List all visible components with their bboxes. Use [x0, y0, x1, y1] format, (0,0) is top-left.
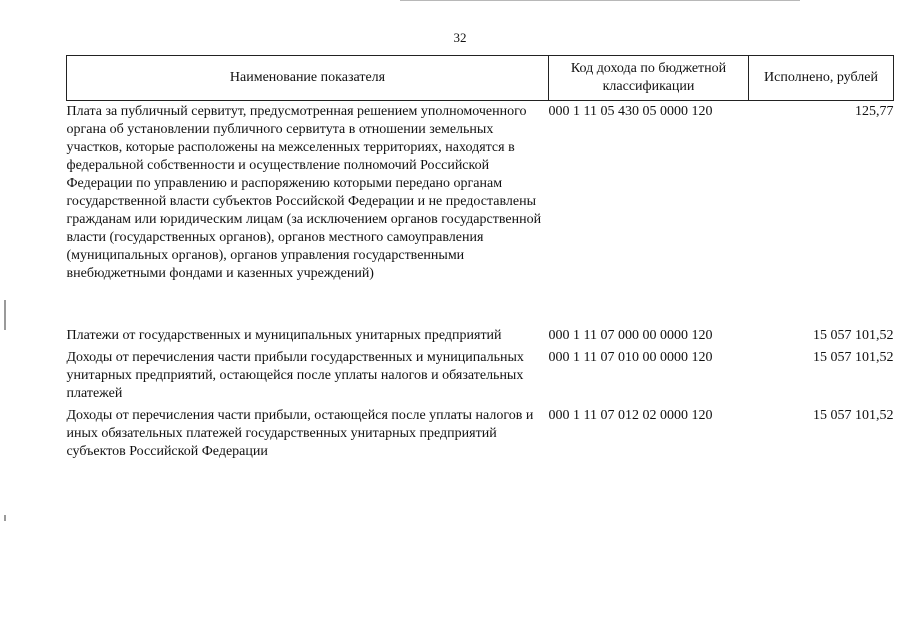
scan-artifact [4, 515, 6, 521]
scan-artifact [4, 300, 6, 330]
header-revenue-code: Код дохода по бюджетной классификации [549, 56, 749, 101]
indicator-name: Доходы от перечисления части прибыли, остающейся после уплаты налогов и иных обязательных платежей государственных унитарных предприятий субъектов Российской Федерации [66, 408, 534, 459]
table-row [67, 101, 894, 284]
revenue-code: 000 1 11 07 010 00 0000 120 [548, 350, 713, 365]
revenue-code: 000 1 11 05 430 05 0000 120 [548, 104, 713, 119]
indicator-name: Плата за публичный сервитут, предусмотренная решением уполномоченного органа об установлении публичного сервитута в отношении земельных участков, которые расположены на межселенных территориях, находятся в федеральной собственности и осуществление полномочий Российской Федерации по управлению и распоряжению которыми передано органам государственной власти субъектов Российской Федерации и не предоставлены гражданам или юридическим лицам (за исключением органов государственной власти (государственных органов), органов местного самоуправления (муниципальных органов), органов управления государственными внебюджетными фондами и казенных учреждений) [66, 104, 542, 281]
executed-amount: 15 057 101,52 [813, 408, 894, 423]
table-header-row [67, 56, 894, 101]
header-indicator-name: Наименование показателя [67, 56, 549, 101]
executed-amount: 15 057 101,52 [813, 328, 894, 343]
indicator-name: Доходы от перечисления части прибыли государственных и муниципальных унитарных предприятий, остающейся после уплаты налогов и обязательных платежей [66, 350, 524, 401]
page-number: 32 [453, 30, 467, 45]
header-executed-amount: Исполнено, рублей [749, 56, 894, 101]
executed-amount: 15 057 101,52 [813, 350, 894, 365]
table-row [67, 283, 894, 345]
scan-top-border [400, 0, 800, 1]
table-row [67, 403, 894, 461]
revenue-code: 000 1 11 07 012 02 0000 120 [548, 408, 713, 423]
revenue-table [66, 55, 894, 461]
table-row [67, 345, 894, 403]
executed-amount: 125,77 [855, 104, 894, 119]
revenue-code: 000 1 11 07 000 00 0000 120 [548, 328, 713, 343]
indicator-name: Платежи от государственных и муниципальных унитарных предприятий [66, 328, 502, 343]
